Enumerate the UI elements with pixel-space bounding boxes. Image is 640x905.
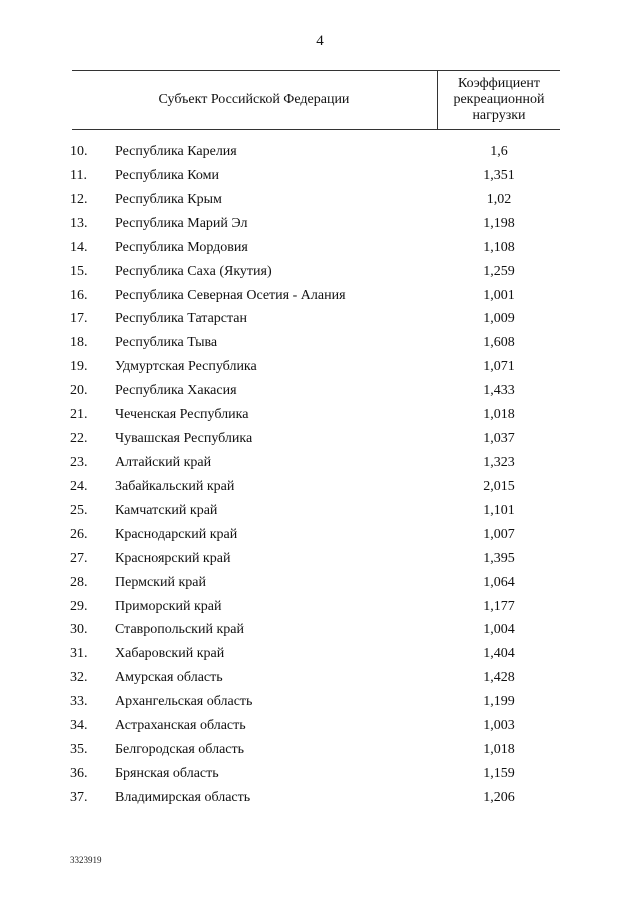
page-number: 4 (316, 33, 324, 49)
row-number: 19. (70, 359, 88, 375)
row-number: 22. (70, 431, 88, 447)
table-row (0, 451, 640, 475)
table-row (0, 379, 640, 403)
table-row (0, 571, 640, 595)
row-number: 24. (70, 478, 88, 494)
row-subject-name: Республика Крым (115, 191, 222, 207)
row-coefficient-value: 1,007 (483, 526, 515, 542)
row-number: 29. (70, 598, 88, 614)
row-subject-name: Краснодарский край (115, 526, 238, 542)
table-row (0, 499, 640, 523)
row-coefficient-value: 1,177 (483, 598, 515, 614)
row-subject-name: Архангельская область (115, 694, 253, 710)
row-number: 14. (70, 239, 88, 255)
row-coefficient-value: 1,404 (483, 646, 515, 662)
row-coefficient-value: 1,433 (483, 383, 515, 399)
row-subject-name: Республика Карелия (115, 144, 237, 159)
row-coefficient-value: 1,6 (490, 144, 508, 159)
row-coefficient-value: 1,003 (483, 718, 515, 734)
row-coefficient-value: 2,015 (483, 478, 515, 494)
row-subject-name: Брянская область (115, 765, 219, 781)
row-number: 26. (70, 526, 88, 542)
table-row (0, 355, 640, 379)
row-number: 21. (70, 407, 88, 423)
table-row (0, 523, 640, 547)
row-subject-name: Ставропольский край (115, 622, 244, 638)
row-subject-name: Удмуртская Республика (115, 359, 257, 375)
table-header (72, 70, 560, 130)
row-subject-name: Чувашская Республика (115, 431, 253, 447)
row-subject-name: Республика Мордовия (115, 239, 248, 255)
row-number: 16. (70, 287, 88, 303)
row-number: 17. (70, 311, 88, 327)
row-subject-name: Республика Коми (115, 167, 219, 183)
row-coefficient-value: 1,108 (483, 239, 515, 255)
row-coefficient-value: 1,004 (483, 622, 515, 638)
row-number: 23. (70, 454, 88, 470)
row-number: 27. (70, 550, 88, 566)
row-subject-name: Хабаровский край (115, 646, 225, 662)
row-number: 20. (70, 383, 88, 399)
table-row (0, 260, 640, 284)
table-row (0, 164, 640, 188)
row-coefficient-value: 1,608 (483, 335, 515, 351)
row-coefficient-value: 1,159 (483, 765, 515, 781)
table-body (0, 140, 640, 810)
row-number: 11. (70, 167, 87, 183)
row-subject-name: Республика Саха (Якутия) (115, 263, 272, 279)
footer-document-code: 3323919 (70, 855, 102, 865)
row-subject-name: Забайкальский край (115, 478, 235, 494)
row-number: 33. (70, 694, 88, 710)
row-subject-name: Камчатский край (115, 502, 218, 518)
row-number: 37. (70, 789, 88, 805)
header-coefficient: Коэффициент рекреационной нагрузки (453, 76, 545, 123)
row-coefficient-value: 1,064 (483, 574, 515, 590)
row-number: 15. (70, 263, 88, 279)
row-number: 32. (70, 670, 88, 686)
row-number: 34. (70, 718, 88, 734)
row-coefficient-value: 1,018 (483, 407, 515, 423)
table-row (0, 236, 640, 260)
row-subject-name: Республика Татарстан (115, 311, 248, 327)
row-subject-name: Белгородская область (115, 742, 245, 758)
table-row (0, 284, 640, 308)
table-row (0, 427, 640, 451)
table-row (0, 188, 640, 212)
row-subject-name: Республика Тыва (115, 335, 218, 351)
row-number: 13. (70, 215, 88, 231)
table-row (0, 212, 640, 236)
row-coefficient-value: 1,428 (483, 670, 515, 686)
row-coefficient-value: 1,395 (483, 550, 515, 566)
table-row (0, 690, 640, 714)
row-coefficient-value: 1,009 (483, 311, 515, 327)
row-subject-name: Амурская область (115, 670, 223, 686)
row-subject-name: Республика Марий Эл (115, 215, 248, 231)
row-subject-name: Республика Хакасия (115, 383, 237, 399)
row-subject-name: Пермский край (115, 574, 206, 590)
row-number: 28. (70, 574, 88, 590)
row-number: 10. (70, 144, 88, 159)
row-coefficient-value: 1,351 (483, 167, 515, 183)
row-coefficient-value: 1,323 (483, 454, 515, 470)
table-row (0, 307, 640, 331)
row-number: 25. (70, 502, 88, 518)
row-coefficient-value: 1,001 (483, 287, 515, 303)
row-number: 36. (70, 765, 88, 781)
row-coefficient-value: 1,018 (483, 742, 515, 758)
row-subject-name: Чеченская Республика (115, 407, 249, 423)
row-number: 31. (70, 646, 88, 662)
table-row (0, 762, 640, 786)
table-row (0, 403, 640, 427)
table-row (0, 738, 640, 762)
row-subject-name: Владимирская область (115, 789, 251, 805)
table-row (0, 786, 640, 810)
row-coefficient-value: 1,02 (486, 191, 512, 207)
row-coefficient-value: 1,199 (483, 694, 515, 710)
table-row (0, 140, 640, 164)
table-row (0, 331, 640, 355)
row-number: 35. (70, 742, 88, 758)
row-subject-name: Красноярский край (115, 550, 231, 566)
row-number: 30. (70, 622, 88, 638)
table-row (0, 475, 640, 499)
row-coefficient-value: 1,259 (483, 263, 515, 279)
row-number: 18. (70, 335, 88, 351)
row-subject-name: Республика Северная Осетия - Алания (115, 287, 346, 303)
table-row (0, 618, 640, 642)
row-coefficient-value: 1,198 (483, 215, 515, 231)
table-row (0, 714, 640, 738)
row-subject-name: Алтайский край (115, 454, 212, 470)
row-subject-name: Астраханская область (115, 718, 246, 734)
table-row (0, 666, 640, 690)
row-coefficient-value: 1,037 (483, 431, 515, 447)
row-coefficient-value: 1,206 (483, 789, 515, 805)
header-subject: Субъект Российской Федерации (158, 92, 350, 107)
table-row (0, 547, 640, 571)
table-row (0, 595, 640, 619)
row-coefficient-value: 1,101 (483, 502, 515, 518)
table-row (0, 642, 640, 666)
row-number: 12. (70, 191, 88, 207)
row-subject-name: Приморский край (115, 598, 222, 614)
row-coefficient-value: 1,071 (483, 359, 515, 375)
